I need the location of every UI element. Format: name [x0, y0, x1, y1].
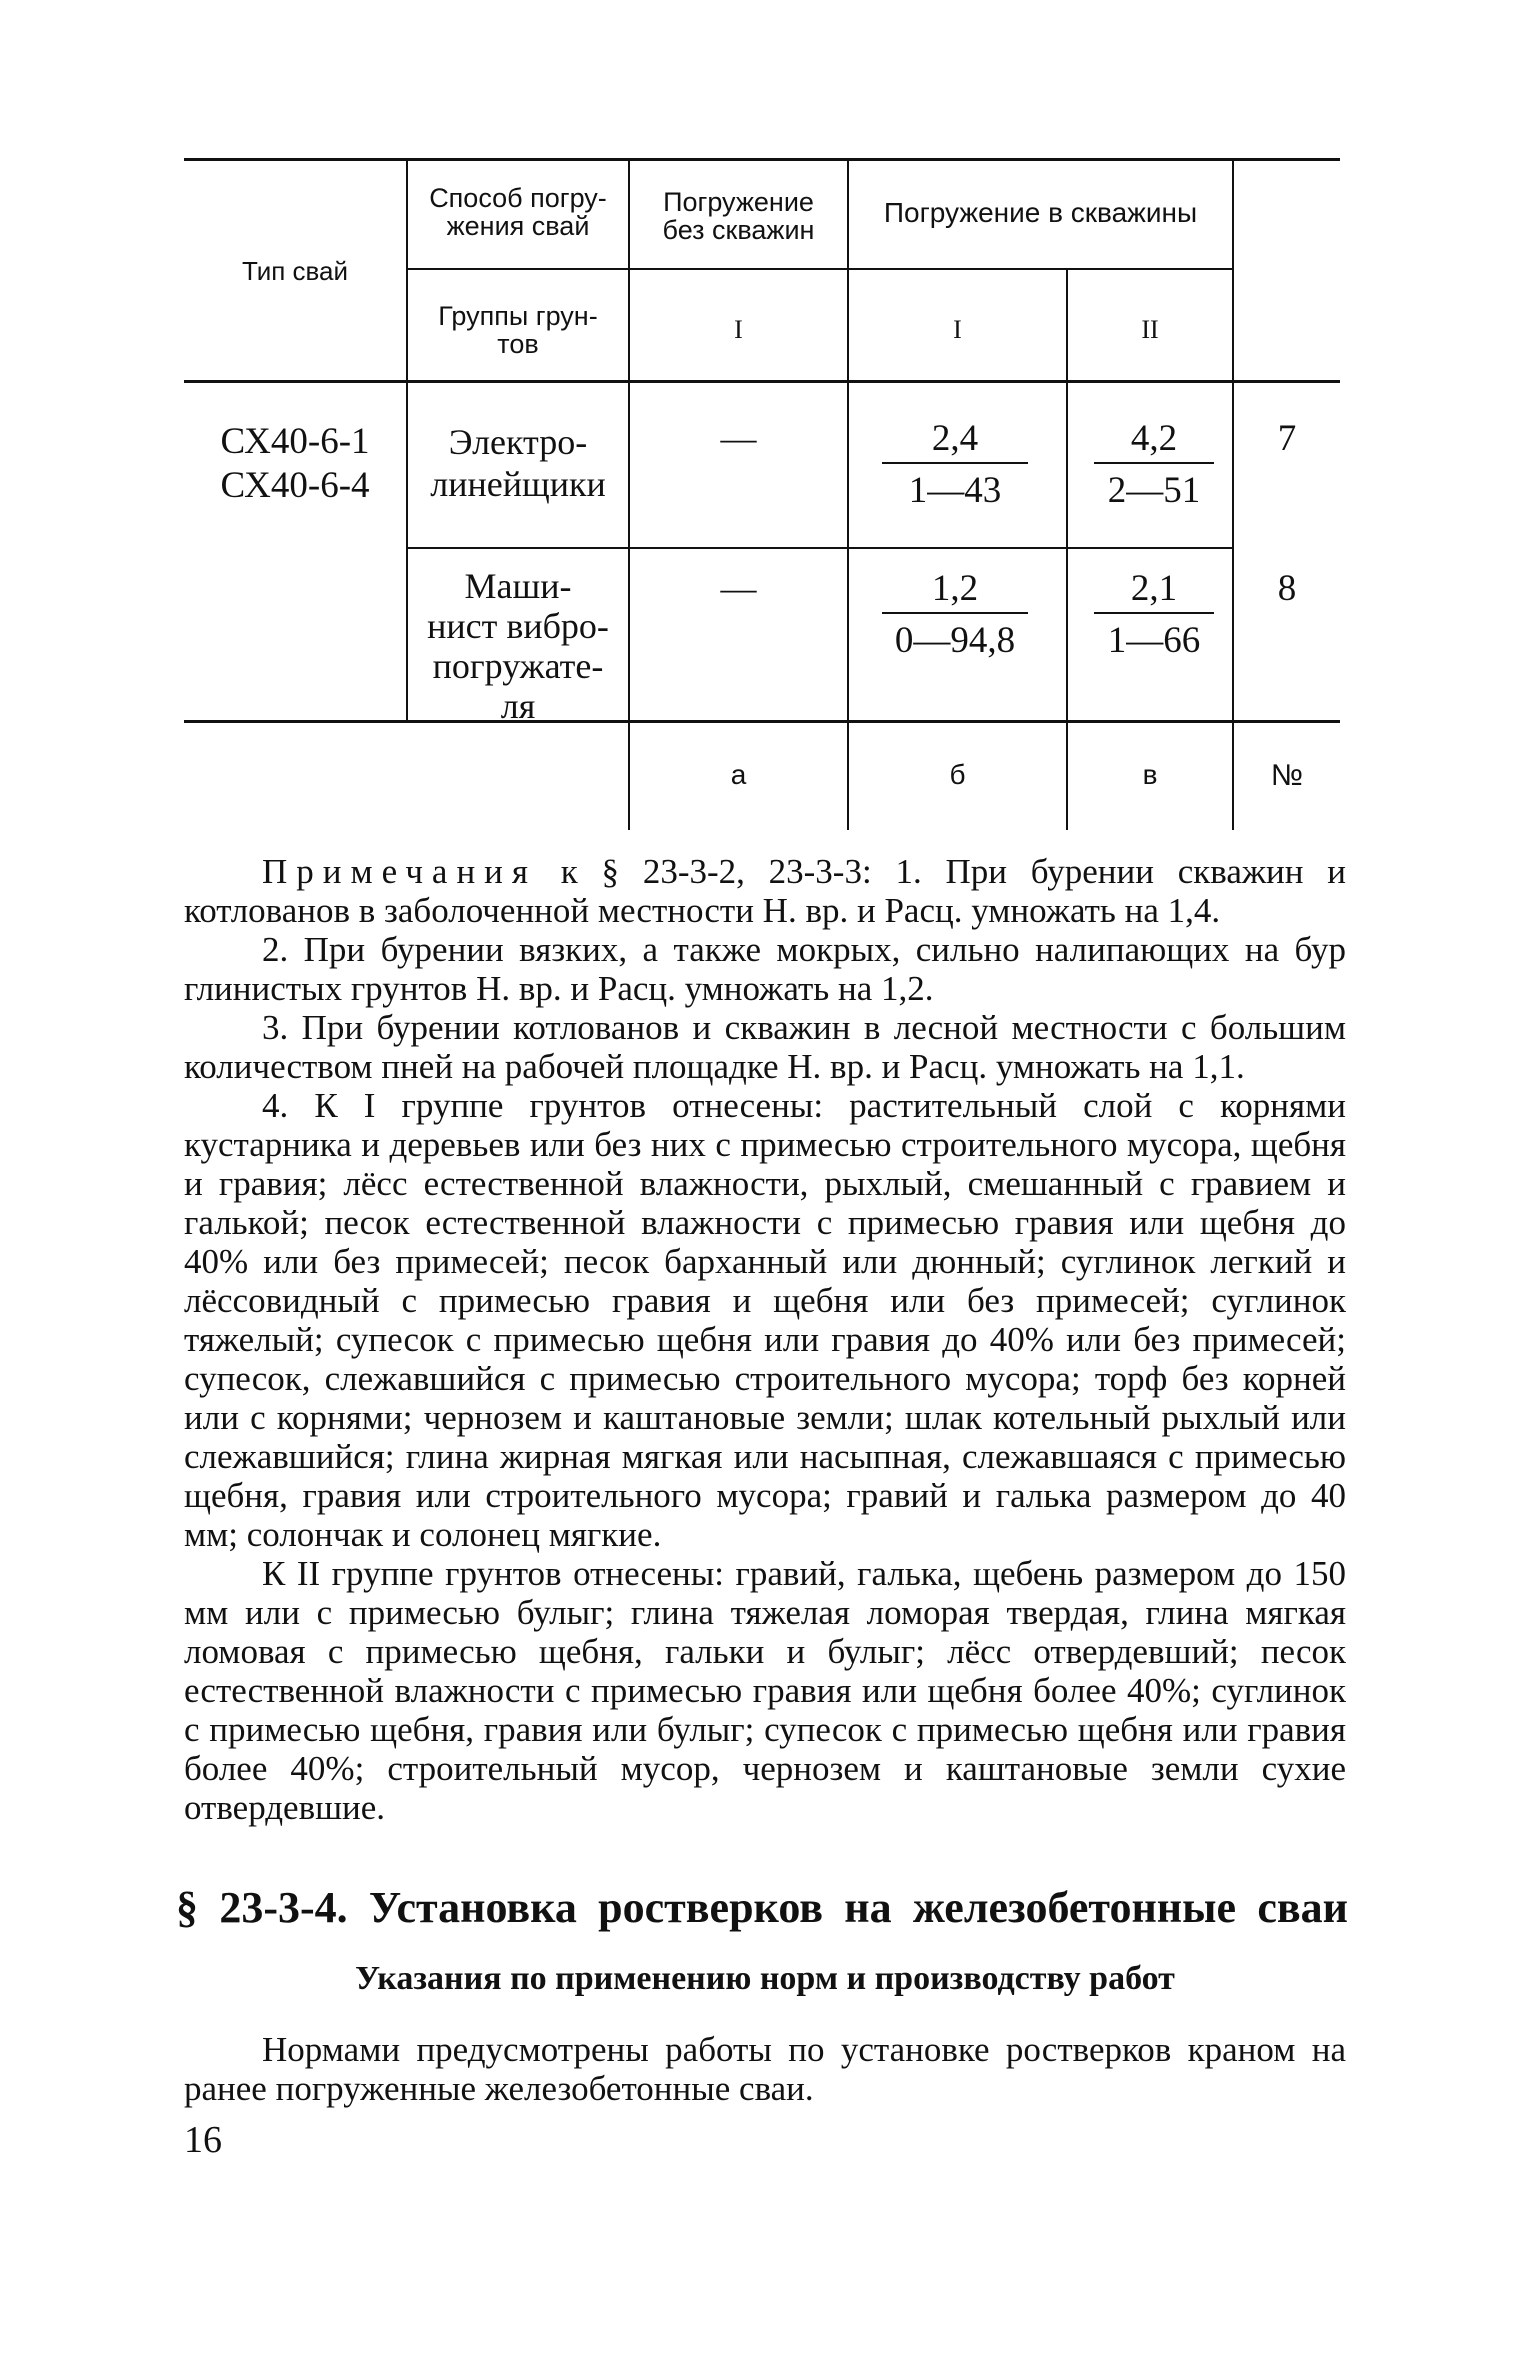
group-wells-2: [1068, 316, 1232, 343]
row-2-no-wells-text: —: [720, 568, 757, 608]
row-2-worker-line1: Маши-: [464, 566, 572, 606]
row-2-g2-top: 2,1: [1130, 568, 1178, 609]
row-2-worker-line4: ля: [500, 686, 536, 726]
note-1-text: к § 23-3-2, 23-3-3: 1. При бурении скважин и котлованов в заболоченной местности Н. вр. и Расц. умножать на 1,4.: [184, 852, 1346, 930]
method-header-line2: жения свай: [446, 211, 590, 242]
row-2-g2-fraction-line: [1094, 612, 1214, 614]
table-bottom-rule: [184, 720, 1340, 723]
group-wells-1-text: I: [953, 315, 962, 344]
section-body-block: [184, 2030, 1346, 2108]
row-2-g1-top: 1,2: [931, 568, 979, 609]
soil-groups-header: [408, 302, 628, 359]
page-number: 16: [184, 2119, 222, 2161]
note-2: 2. При бурении вязких, а также мокрых, сильно налипающих на бур глинистых грунтов Н. вр. и Расц. умножать на 1,2.: [184, 930, 1346, 1008]
row-1-g1-bottom: 1—43: [908, 470, 1002, 511]
notes-block: [184, 852, 1346, 1827]
vline-2: [628, 160, 630, 830]
col-letter-a: [630, 760, 847, 789]
row-1-number: [1234, 420, 1340, 459]
pile-type-2: СХ40-6-4: [220, 465, 370, 506]
row-1-g2-top: 4,2: [1130, 418, 1178, 459]
no-wells-header-line2: без скважин: [662, 215, 815, 246]
col-number-sign-text: №: [1270, 759, 1304, 792]
in-wells-header: [849, 198, 1232, 227]
group-no-wells: [630, 316, 847, 343]
in-wells-header-text: Погружение в скважины: [883, 197, 1198, 228]
vline-5: [1232, 160, 1234, 830]
header-divider-wells: [630, 268, 1234, 270]
section-subheading: Указания по применению норм и производству работ: [355, 1960, 1175, 1997]
notes-title: Примечания: [262, 852, 538, 891]
group-wells-1: [849, 316, 1066, 343]
col-letter-b-text: б: [949, 759, 966, 790]
no-wells-header-line1: Погружение: [663, 187, 814, 217]
no-wells-header: [630, 188, 847, 245]
row-divider: [408, 547, 1234, 549]
row-1-g1-fraction-line: [882, 462, 1028, 464]
group-no-wells-text: I: [734, 315, 743, 344]
note-4: 4. К I группе грунтов отнесены: растительный слой с корнями кустарника и деревьев или без них с примесью строительного мусора, щебня и гравия; лёсс естественной влажности, рыхлый, смешанный с гравием и галькой; песок естественной влажности с примесью гравия или щебня до 40% или без примесей; песок барханный или дюнный; суглинок легкий и лёссовидный с примесью гравия и щебня или без примесей; суглинок тяжелый; супесок с примесью щебня или гравия до 40% или без примесей; супесок, слежавшийся с примесью строительного мусора; торф без корней или с корнями; чернозем и каштановые земли; шлак котельный рыхлый или слежавшийся; глина жирная мягкая или насыпная, слежавшаяся с примесью щебня, гравия или строительного мусора; гравий и галька размером до 40 мм; солончак и солонец мягкие.: [184, 1086, 1346, 1554]
header-bottom-rule: [184, 380, 1340, 383]
col-letter-a-text: а: [730, 759, 747, 790]
row-2-worker-line2: нист вибро-: [427, 606, 609, 646]
row-1-number-text: 7: [1277, 418, 1297, 459]
row-2-g2-bottom: 1—66: [1107, 620, 1201, 661]
norms-table: [0, 0, 1536, 840]
note-1: [184, 852, 1346, 930]
soil-groups-header-line1: Группы грун-: [438, 301, 598, 331]
section-heading: § 23-3-4. Установка ростверков на железобетонные сваи: [176, 1883, 1348, 1932]
row-1-worker-line1: Электро-: [448, 422, 588, 462]
row-2-worker-line3: погружате-: [432, 646, 604, 686]
header-divider-method: [408, 268, 630, 270]
section-body: Нормами предусмотрены работы по установке ростверков краном на ранее погруженные железобетонные сваи.: [184, 2030, 1346, 2108]
row-1-worker: [408, 421, 628, 505]
row-1-g2-bottom: 2—51: [1107, 470, 1201, 511]
col-letter-v-text: в: [1142, 759, 1158, 790]
table-top-rule: [184, 158, 1340, 161]
row-2-number: [1234, 570, 1340, 609]
row-2-worker: [408, 566, 628, 726]
row-2-g1-bottom: 0—94,8: [894, 620, 1016, 661]
row-2-no-wells: [630, 570, 847, 608]
vline-4: [1066, 270, 1068, 830]
row-1-no-wells: [630, 420, 847, 458]
row-2-number-text: 8: [1277, 568, 1297, 609]
method-header: [408, 184, 628, 241]
pile-types: [184, 420, 406, 508]
pile-type-1: СХ40-6-1: [220, 421, 370, 462]
row-1-g1-top: 2,4: [931, 418, 979, 459]
vline-3: [847, 160, 849, 830]
note-3: 3. При бурении котлованов и скважин в лесной местности с большим количеством пней на рабочей площадке Н. вр. и Расц. умножать на 1,1.: [184, 1008, 1346, 1086]
note-5: К II группе грунтов отнесены: гравий, галька, щебень размером до 150 мм или с примесью булыг; глина тяжелая ломорая твердая, глина мягкая ломовая с примесью щебня, гальки и булыг; лёсс отвердевший; песок естественной влажности с примесью гравия или щебня более 40%; суглинок с примесью щебня, гравия или булыг; супесок с примесью щебня или гравия более 40%; строительный мусор, чернозем и каштановые земли сухие отвердевшие.: [184, 1554, 1346, 1827]
pile-type-header-text: Тип свай: [241, 256, 349, 286]
pile-type-header: [184, 258, 406, 285]
row-1-worker-line2: линейщики: [430, 464, 606, 504]
col-number-sign: [1234, 760, 1340, 792]
soil-groups-header-line2: тов: [497, 329, 539, 360]
row-1-no-wells-text: —: [720, 418, 757, 458]
method-header-line1: Способ погру-: [429, 183, 607, 213]
row-2-g1-fraction-line: [882, 612, 1028, 614]
row-1-g2-fraction-line: [1094, 462, 1214, 464]
col-letter-b: [849, 760, 1066, 789]
col-letter-v: [1068, 760, 1232, 789]
group-wells-2-text: II: [1141, 315, 1159, 344]
